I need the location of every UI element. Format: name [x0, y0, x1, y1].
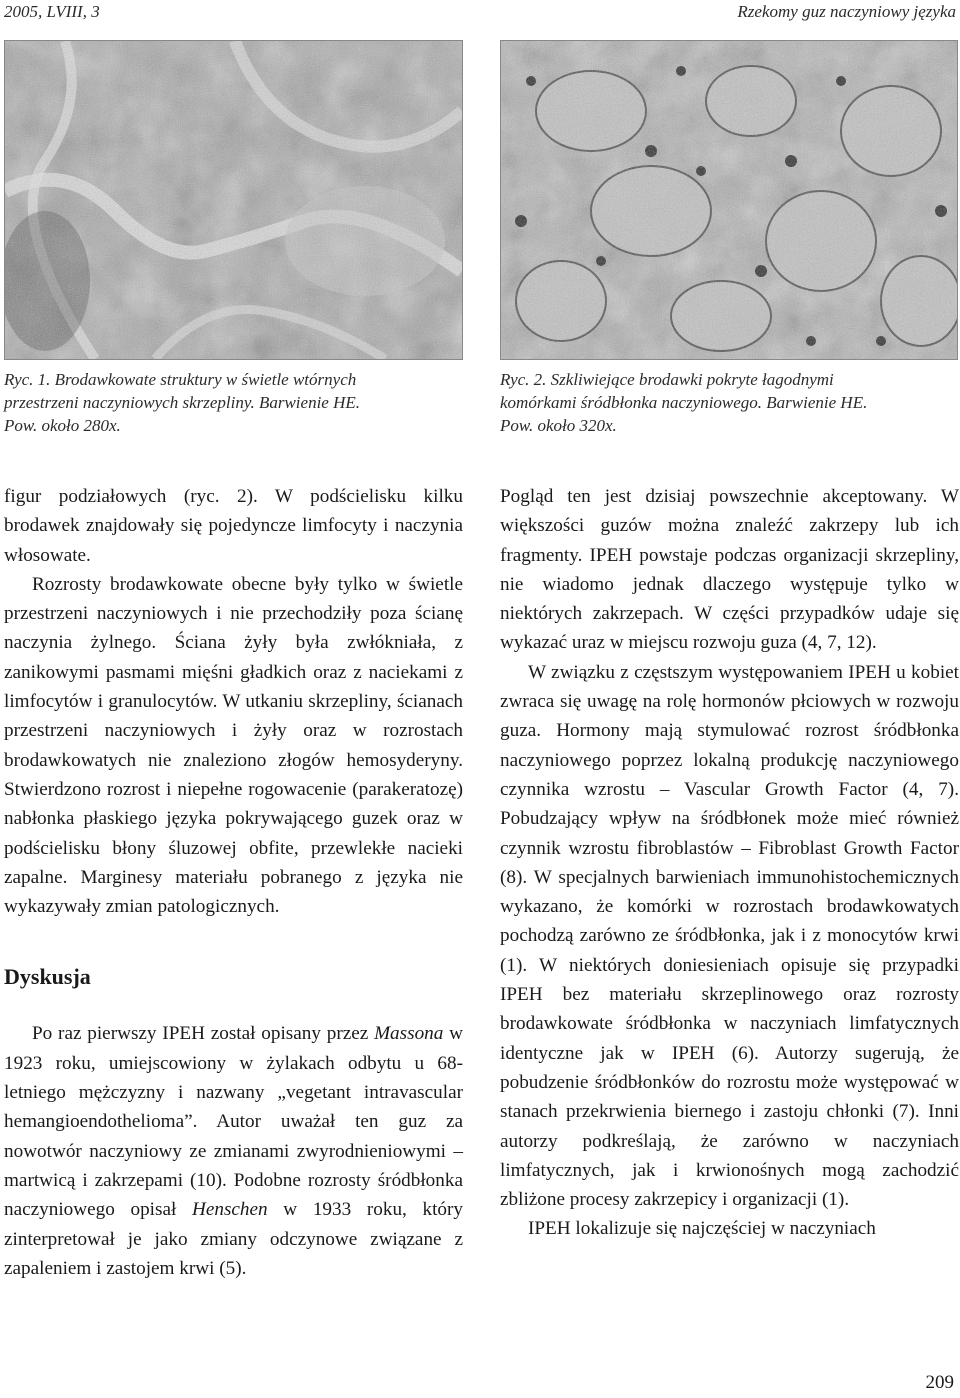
figure-2-caption: [500, 368, 956, 437]
text-run: w 1923 roku, umiejscowiony w żylakach odbytu u 68-letniego mężczyzny i nazwany „vegetant intravascular hemangioendothelioma”. Autor uważał ten guz za nowotwór naczyniowy ze zmianami zwyrodnieniowymi – martwicą i zakrzepami (10). Podobne rozrosty śródbłonka naczyniowego opisał: [4, 1023, 463, 1221]
figure-2-caption-line: komórkami śródbłonka naczyniowego. Barwienie HE.: [500, 393, 868, 412]
text-run: Po raz pierwszy IPEH został opisany przez: [32, 1023, 375, 1045]
figure-2-micrograph: [500, 40, 958, 360]
figure-1-caption-line: przestrzeni naczyniowych skrzepliny. Barwienie HE.: [4, 393, 361, 412]
figure-1-caption-line: Pow. około 280x.: [4, 416, 121, 435]
section-heading-dyskusja: Dyskusja: [4, 964, 91, 990]
figure-1-micrograph: [4, 40, 463, 360]
text-run: w 1933 roku, który zinterpretował je jako zmiany odczynowe związane z zapaleniem i zastojem krwi (5).: [4, 1199, 463, 1279]
page-number: 209: [925, 1372, 954, 1393]
right-column: [500, 482, 959, 1244]
left-paragraph-2: Rozrosty brodawkowate obecne były tylko w świetle przestrzeni naczyniowych i nie przechodziły poza ścianę naczynia żylnego. Ściana żyły była zwłókniała, z zanikowymi pasmami mięśni gładkich oraz z naciekami z limfocytów i granulocytów. W utkaniu skrzepliny, ścianach przestrzeni naczyniowych i żyły oraz w rozrostach brodawkowatych nie znaleziono złogów hemosyderyny. Stwierdzono rozrost i niepełne rogowacenie (parakeratozę) nabłonka płaskiego języka pokrywającego guzek oraz w podścielisku błony śluzowej obfite, przewlekłe nacieki zapalne. Marginesy materiału pobranego z języka nie wykazywały zmian patologicznych.: [4, 573, 463, 918]
figure-1-caption: [4, 368, 462, 437]
author-name-masson: Massona: [374, 1023, 444, 1045]
right-paragraph-1: Pogląd ten jest dzisiaj powszechnie akceptowany. W większości guzów można znaleźć zakrzepy lub ich fragmenty. IPEH powstaje podczas organizacji skrzepliny, nie wiadomo jednak dlaczego występuje tylko w niektórych zakrzepach. W części przypadków udaje się wykazać uraz w miejscu rozwoju guza (4, 7, 12).: [500, 486, 959, 654]
right-paragraph-3: IPEH lokalizuje się najczęściej w naczyniach: [528, 1218, 876, 1240]
running-header-left: 2005, LVIII, 3: [4, 2, 100, 21]
right-paragraph-2: W związku z częstszym występowaniem IPEH u kobiet zwraca się uwagę na rolę hormonów płciowych w rozwoju guza. Hormony mają stymulować rozrost śródbłonka naczyniowego poprzez lokalną produkcję naczyniowego czynnika wzrostu – Vascular Growth Factor (4, 7). Pobudzający wpływ na śródbłonek może mieć również czynnik wzrostu fibroblastów – Fibroblast Growth Factor (8). W specjalnych barwieniach immunohistochemicznych wykazano, że komórki w rozrostach brodawkowatych pochodzą zarówno ze śródbłonka, jak i z monocytów krwi (1). W niektórych doniesieniach opisuje się przypadki IPEH bez materiału skrzeplinowego oraz rozrosty brodawkowate śródbłonka w naczyniach limfatycznych identyczne jak w IPEH (6). Autorzy sugerują, że pobudzenie śródbłonków do rozrostu może występować w stanach przekrwienia biernego i zastoju chłonki (7). Inni autorzy podkreślają, że zarówno w naczyniach limfatycznych, jak i krwionośnych mogą zachodzić zbliżone procesy zakrzepicy i organizacji (1).: [500, 661, 959, 1211]
figure-2-caption-line: Pow. około 320x.: [500, 416, 617, 435]
left-paragraph-3: [4, 1019, 463, 1283]
running-header-right: Rzekomy guz naczyniowy języka: [737, 2, 956, 21]
left-paragraph-1: figur podziałowych (ryc. 2). W podścielisku kilku brodawek znajdowały się pojedyncze limfocyty i naczynia włosowate.: [4, 486, 463, 566]
author-name-henschen: Henschen: [191, 1199, 268, 1221]
left-column: [4, 482, 463, 1283]
figure-2-caption-line: Ryc. 2. Szkliwiejące brodawki pokryte łagodnymi: [500, 370, 834, 389]
figure-1-caption-line: Ryc. 1. Brodawkowate struktury w świetle wtórnych: [4, 370, 357, 389]
